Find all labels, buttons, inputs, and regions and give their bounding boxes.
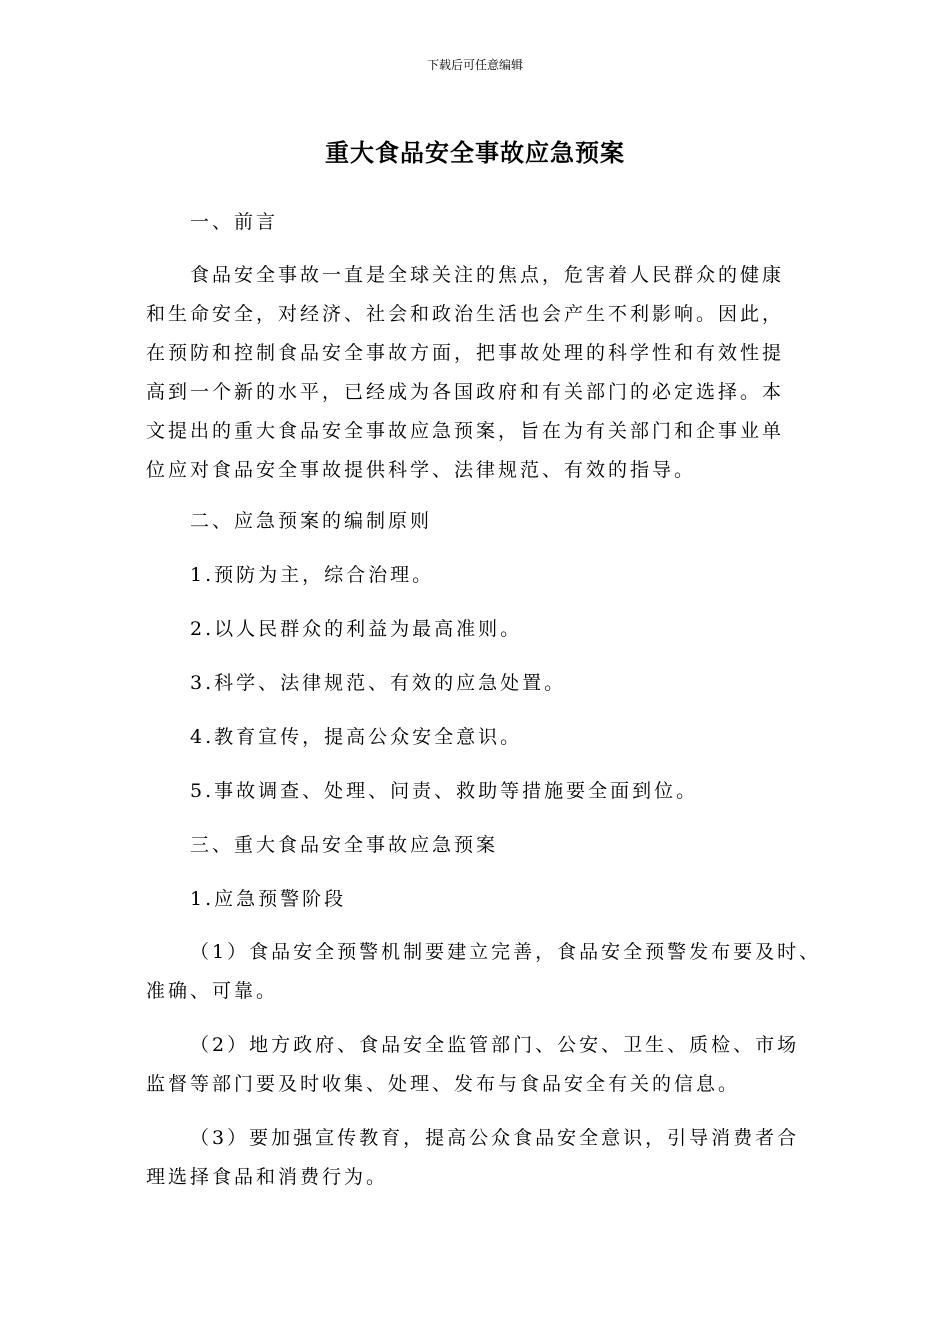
paragraph-line: 文提出的重大食品安全事故应急预案，旨在为有关部门和企事业单 — [146, 420, 785, 442]
paragraph-line: 在预防和控制食品安全事故方面，把事故处理的科学性和有效性提 — [146, 342, 785, 364]
principle-item — [146, 664, 870, 703]
paragraph-line: 理选择食品和消费行为。 — [146, 1166, 389, 1188]
section-heading-plan — [146, 826, 870, 865]
paragraph-line: （1）食品安全预警机制要建立完善，食品安全预警发布要及时、 — [190, 941, 822, 963]
plan-item-1 — [146, 933, 826, 1011]
list-item: 3.科学、法律规范、有效的应急处置。 — [190, 672, 567, 694]
principle-item — [146, 772, 870, 811]
list-item: 4.教育宣传，提高公众安全意识。 — [190, 726, 523, 748]
section-heading-preface — [146, 203, 870, 242]
section-heading-principles — [146, 502, 870, 541]
paragraph-line: 食品安全事故一直是全球关注的焦点，危害着人民群众的健康 — [190, 264, 785, 286]
header-note: 下载后可任意编辑 — [426, 58, 523, 72]
list-item: 1.预防为主，综合治理。 — [190, 564, 435, 586]
plan-item-2 — [146, 1026, 826, 1104]
paragraph-line: 高到一个新的水平，已经成为各国政府和有关部门的必定选择。本 — [146, 381, 785, 403]
principle-item — [146, 718, 870, 757]
principle-item — [146, 556, 870, 595]
preface-paragraph — [146, 256, 826, 490]
heading-text: 1.应急预警阶段 — [190, 888, 347, 910]
paragraph-line: （3）要加强宣传教育，提高公众食品安全意识，引导消费者合 — [190, 1127, 800, 1149]
list-item: 5.事故调查、处理、问责、救助等措施要全面到位。 — [190, 780, 699, 802]
heading-text: 二、应急预案的编制原则 — [190, 510, 433, 532]
paragraph-line: 和生命安全，对经济、社会和政治生活也会产生不利影响。因此， — [146, 303, 785, 325]
heading-text: 一、前言 — [190, 211, 279, 233]
paragraph-line: （2）地方政府、食品安全监管部门、公安、卫生、质检、市场 — [190, 1034, 800, 1056]
heading-text: 三、重大食品安全事故应急预案 — [190, 834, 499, 856]
plan-item-3 — [146, 1119, 826, 1197]
principle-item — [146, 610, 870, 649]
list-item: 2.以人民群众的利益为最高准则。 — [190, 618, 523, 640]
paragraph-line: 监督等部门要及时收集、处理、发布与食品安全有关的信息。 — [146, 1073, 741, 1095]
paragraph-line: 位应对食品安全事故提供科学、法律规范、有效的指导。 — [146, 459, 697, 481]
document-title: 重大食品安全事故应急预案 — [325, 139, 625, 167]
paragraph-line: 准确、可靠。 — [146, 980, 279, 1002]
subsection-heading-stage1 — [146, 880, 870, 919]
